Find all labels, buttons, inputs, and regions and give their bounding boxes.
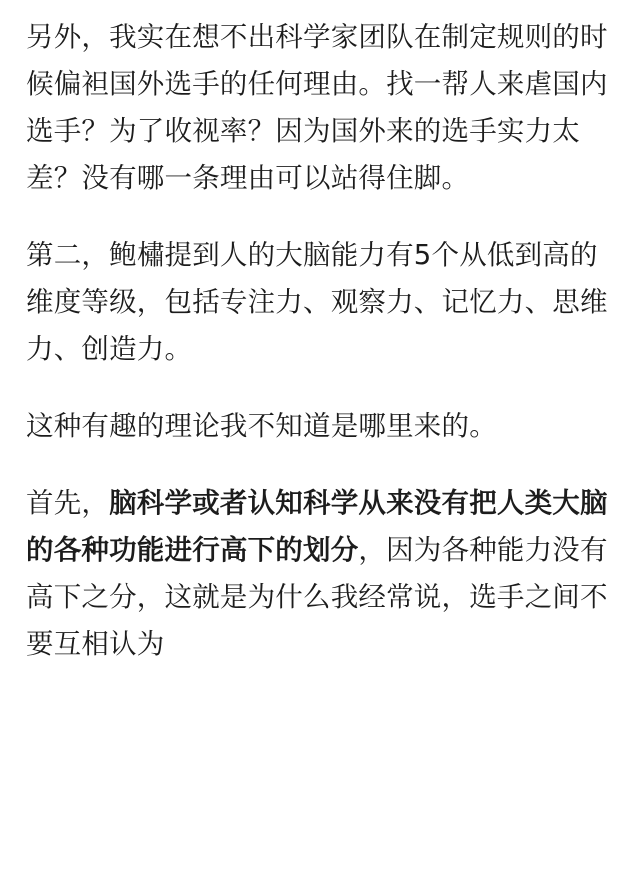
paragraph-4: [26, 480, 612, 668]
paragraph-4-lead: 首先，: [26, 487, 110, 519]
paragraph-4-emphasis: 脑科学或者认知科学从来没有把人类大脑的各种功能进行高下的划分: [26, 487, 608, 566]
paragraph-1: 另外，我实在想不出科学家团队在制定规则的时候偏袒国外选手的任何理由。找一帮人来虐国内选手？为了收视率？因为国外来的选手实力太差？没有哪一条理由可以站得住脚。: [26, 21, 608, 194]
paragraph-4-tail: ，因为各种能力没有高下之分，这就是为什么我经常说，选手之间不要互相认为: [26, 534, 608, 660]
paragraph-3: 这种有趣的理论我不知道是哪里来的。: [26, 410, 497, 442]
paragraph-2: 第二，鲍橚提到人的大脑能力有5个从低到高的维度等级，包括专注力、观察力、记忆力、思维力、创造力。: [26, 239, 608, 365]
